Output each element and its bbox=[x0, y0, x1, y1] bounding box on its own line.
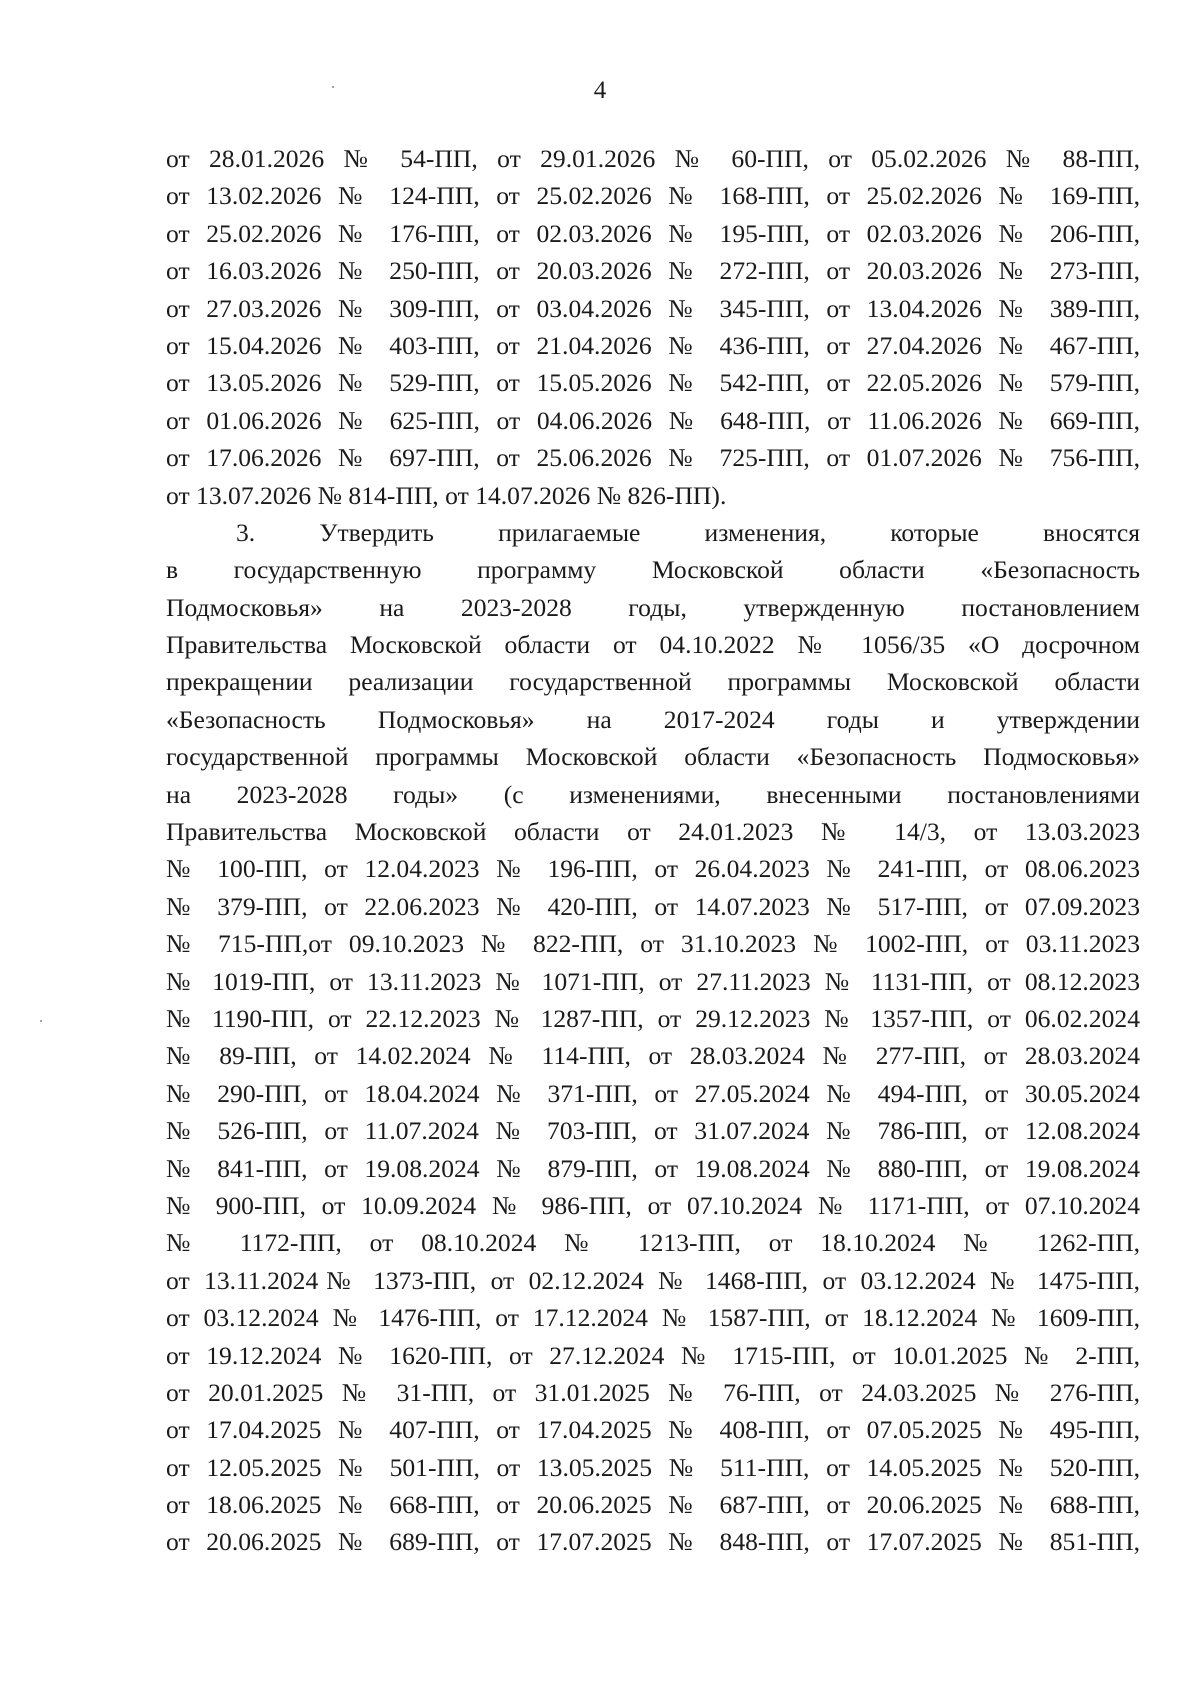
page-number: 4 bbox=[593, 77, 607, 104]
text-line: № 89-ПП, от 14.02.2024 № 114-ПП, от 28.03.2024 № 277-ПП, от 28.03.2024 bbox=[166, 1041, 1140, 1071]
text-line: от 13.07.2026 № 814-ПП, от 14.07.2026 № 826-ПП). bbox=[166, 480, 727, 510]
text-line: № 1190-ПП, от 22.12.2023 № 1287-ПП, от 29.12.2023 № 1357-ПП, от 06.02.2024 bbox=[166, 1003, 1140, 1033]
text-line: от 27.03.2026 № 309-ПП, от 03.04.2026 № 345-ПП, от 13.04.2026 № 389-ПП, bbox=[166, 293, 1140, 323]
text-line: № 1019-ПП, от 13.11.2023 № 1071-ПП, от 27.11.2023 № 1131-ПП, от 08.12.2023 bbox=[166, 966, 1140, 996]
text-line: № 1172-ПП, от 08.10.2024 № 1213-ПП, от 18.10.2024 № 1262-ПП, bbox=[166, 1228, 1140, 1258]
text-line: Подмосковья» на 2023-2028 годы, утвержденную постановлением bbox=[166, 592, 1140, 622]
scan-speck bbox=[40, 1020, 42, 1022]
text-line: № 841-ПП, от 19.08.2024 № 879-ПП, от 19.08.2024 № 880-ПП, от 19.08.2024 bbox=[166, 1153, 1140, 1183]
text-line: № 900-ПП, от 10.09.2024 № 986-ПП, от 07.10.2024 № 1171-ПП, от 07.10.2024 bbox=[166, 1190, 1140, 1220]
text-line: Правительства Московской области от 24.01.2023 № 14/3, от 13.03.2023 bbox=[166, 817, 1140, 847]
text-line: от 19.12.2024 № 1620-ПП, от 27.12.2024 № 1715-ПП, от 10.01.2025 № 2-ПП, bbox=[166, 1340, 1140, 1370]
text-line: от 13.05.2026 № 529-ПП, от 15.05.2026 № 542-ПП, от 22.05.2026 № 579-ПП, bbox=[166, 368, 1140, 398]
text-line: от 20.01.2025 № 31-ПП, от 31.01.2025 № 76-ПП, от 24.03.2025 № 276-ПП, bbox=[166, 1377, 1140, 1407]
text-line: от 28.01.2026 № 54-ПП, от 29.01.2026 № 60-ПП, от 05.02.2026 № 88-ПП, bbox=[166, 144, 1140, 173]
text-line: от 13.02.2026 № 124-ПП, от 25.02.2026 № 168-ПП, от 25.02.2026 № 169-ПП, bbox=[166, 181, 1140, 211]
text-line: от 03.12.2024 № 1476-ПП, от 17.12.2024 № 1587-ПП, от 18.12.2024 № 1609-ПП, bbox=[166, 1303, 1140, 1333]
text-line: от 17.06.2026 № 697-ПП, от 25.06.2026 № 725-ПП, от 01.07.2026 № 756-ПП, bbox=[166, 443, 1140, 473]
text-line: Правительства Московской области от 04.10.2022 № 1056/35 «О досрочном bbox=[166, 630, 1140, 660]
text-line: от 25.02.2026 № 176-ПП, от 02.03.2026 № 195-ПП, от 02.03.2026 № 206-ПП, bbox=[166, 218, 1140, 248]
text-line: № 100-ПП, от 12.04.2023 № 196-ПП, от 26.04.2023 № 241-ПП, от 08.06.2023 bbox=[166, 854, 1140, 884]
text-line: на 2023-2028 годы» (с изменениями, внесенными постановлениями bbox=[166, 779, 1140, 809]
text-line: № 290-ПП, от 18.04.2024 № 371-ПП, от 27.05.2024 № 494-ПП, от 30.05.2024 bbox=[166, 1078, 1140, 1108]
text-line: «Безопасность Подмосковья» на 2017-2024 годы и утверждении bbox=[166, 704, 1140, 734]
scan-speck bbox=[332, 86, 334, 88]
text-line: от 01.06.2026 № 625-ПП, от 04.06.2026 № 648-ПП, от 11.06.2026 № 669-ПП, bbox=[166, 405, 1140, 435]
text-line: от 20.06.2025 № 689-ПП, от 17.07.2025 № 848-ПП, от 17.07.2025 № 851-ПП, bbox=[166, 1527, 1140, 1557]
text-line: государственной программы Московской области «Безопасность Подмосковья» bbox=[166, 742, 1140, 772]
text-line: 3. Утвердить прилагаемые изменения, которые вносятся bbox=[236, 517, 1140, 547]
text-line: от 12.05.2025 № 501-ПП, от 13.05.2025 № 511-ПП, от 14.05.2025 № 520-ПП, bbox=[166, 1452, 1140, 1482]
body-text bbox=[166, 140, 1140, 1561]
text-line: в государственную программу Московской области «Безопасность bbox=[166, 555, 1140, 585]
text-line: № 526-ПП, от 11.07.2024 № 703-ПП, от 31.07.2024 № 786-ПП, от 12.08.2024 bbox=[166, 1116, 1140, 1146]
text-line: от 13.11.2024№ 1373-ПП, от 02.12.2024 № 1468-ПП, от 03.12.2024 № 1475-ПП, bbox=[166, 1265, 1140, 1295]
text-line: от 18.06.2025 № 668-ПП, от 20.06.2025 № 687-ПП, от 20.06.2025 № 688-ПП, bbox=[166, 1490, 1140, 1520]
text-line: от 16.03.2026 № 250-ПП, от 20.03.2026 № 272-ПП, от 20.03.2026 № 273-ПП, bbox=[166, 256, 1140, 286]
text-line: от 17.04.2025 № 407-ПП, от 17.04.2025 № 408-ПП, от 07.05.2025 № 495-ПП, bbox=[166, 1415, 1140, 1445]
text-line: № 715-ПП,от 09.10.2023 № 822-ПП, от 31.10.2023 № 1002-ПП, от 03.11.2023 bbox=[166, 929, 1140, 959]
text-line: от 15.04.2026 № 403-ПП, от 21.04.2026 № 436-ПП, от 27.04.2026 № 467-ПП, bbox=[166, 330, 1140, 360]
text-line: прекращении реализации государственной программы Московской области bbox=[166, 667, 1140, 697]
text-line: № 379-ПП, от 22.06.2023 № 420-ПП, от 14.07.2023 № 517-ПП, от 07.09.2023 bbox=[166, 891, 1140, 921]
